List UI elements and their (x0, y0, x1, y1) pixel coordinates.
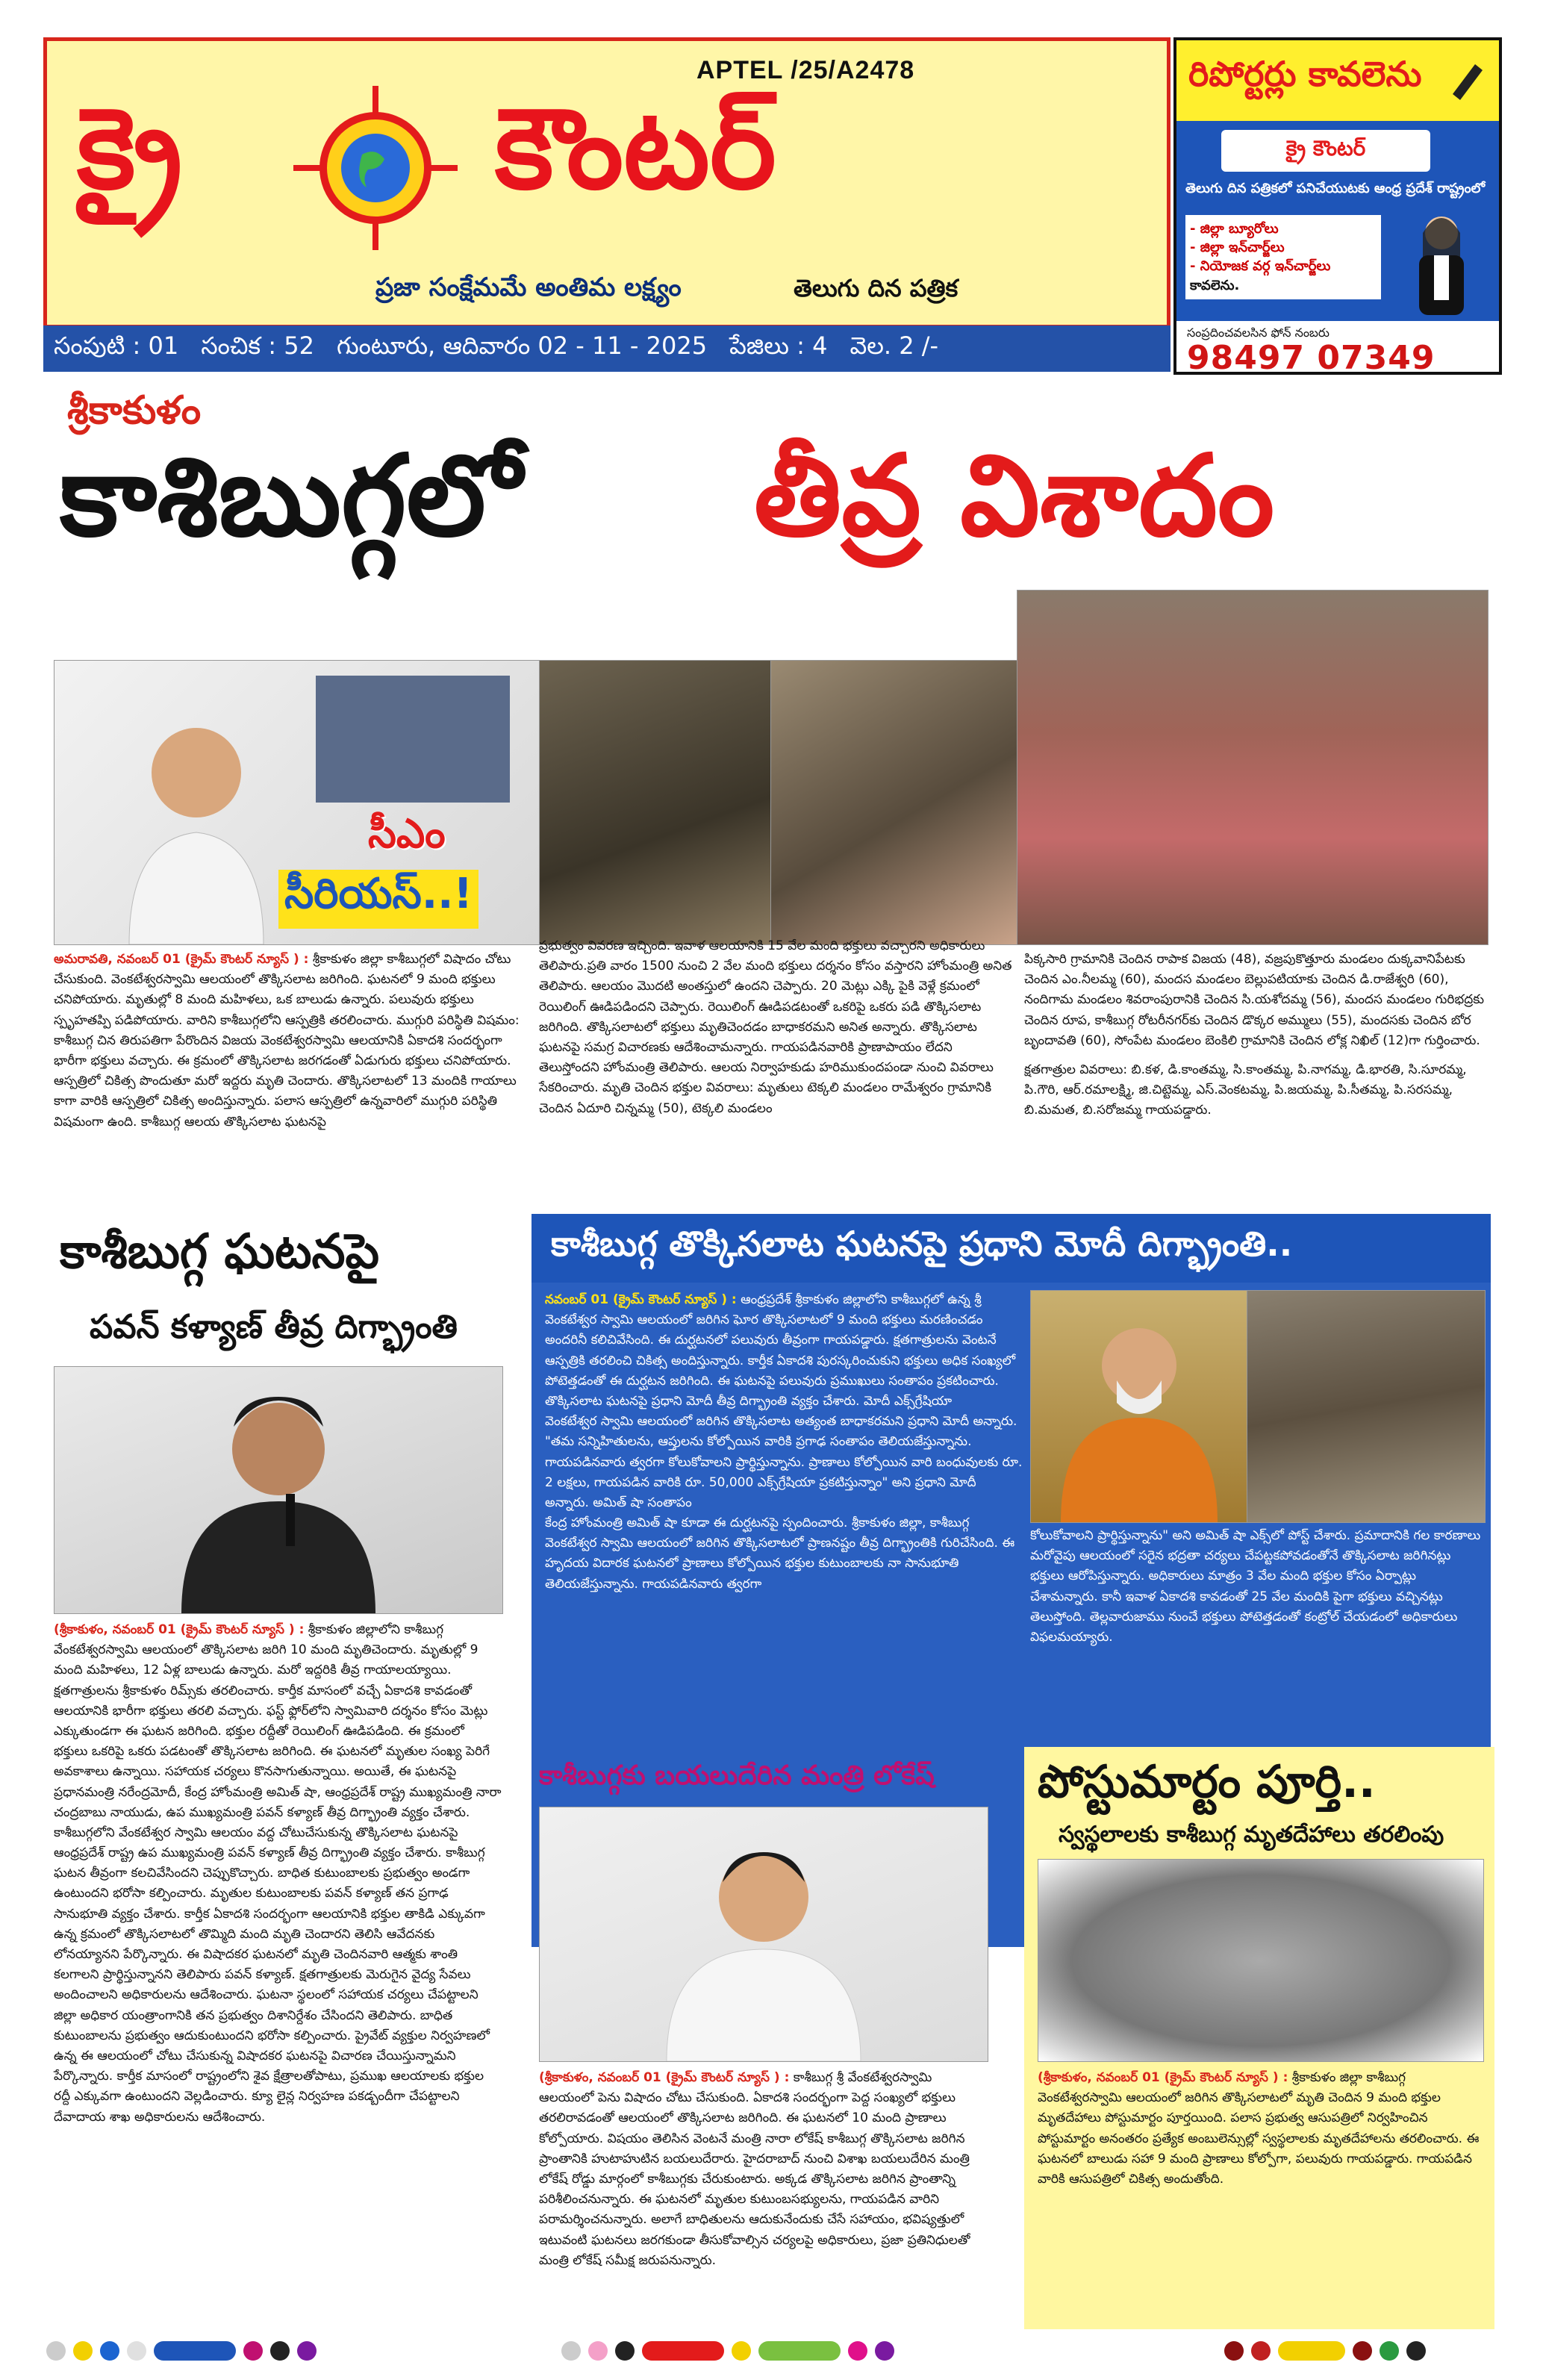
lead-place: శ్రీకాకుళం (67, 388, 202, 433)
lead-dateline: అమరావతి, నవంబర్ 01 (క్రైమ్ కౌంటర్ న్యూస్ ) : (54, 952, 309, 967)
injured-list: క్షతగాత్రుల వివరాలు: బి.కళ, డి.కాంతమ్మ, సి.కాంతమ్మ, పి.నాగమ్మ, డి.భారతి, సి.సూరమ్మ, పి.గౌరి, ఆర్.రమాలక్ష్మి, జి.చిట్టెమ్మ, ఎస్.వెంకటమ్మ, పి.జయమ్మ, పి.సీతమ్మ, పి.సరసమ్మ, బి.మమత, బి.సరోజమ్మ గాయపడ్డారు. (1024, 1062, 1467, 1118)
slogan: ప్రజా సంక్షేమమే అంతిమ లక్ష్యం (375, 272, 682, 302)
postmortem-title: పోస్టుమార్టం పూర్తి.. (1038, 1756, 1376, 1808)
modi-text-2: వెంకటేశ్వర స్వామి ఆలయంలో జరిగిన తొక్కిసలాట అత్యంత బాధాకరమని ప్రధాని మోదీ అన్నారు. "తమ సన్నిహితులను, ఆప్తులను కోల్పోయిన వారికి ప్రగాఢ సంతాపం తెలియజేస్తున్నాను. గాయపడినవారు త్వరగా కోలుకోవాలని ప్రార్థిస్తున్నాను. ప్రాణాలు కోల్పోయిన వారి బంధువులకు రూ. 2 లక్షలు, గాయపడిన వారికి రూ. 50,000 ఎక్స్‌గ్రేషియా ప్రకటిస్తున్నాం" అని ప్రధాని మోదీ అన్నారు. అమిత్ షా సంతాపం (545, 1414, 1023, 1510)
color-bar (154, 2341, 236, 2361)
color-registration-marks-right (1224, 2341, 1426, 2361)
color-dot (127, 2341, 146, 2361)
color-dot (732, 2341, 751, 2361)
color-dot (46, 2341, 66, 2361)
color-bar (758, 2341, 841, 2361)
color-dot (1251, 2341, 1271, 2361)
logo-text-part1: క్రై (77, 84, 183, 214)
lokesh-dateline: (శ్రీకాకుళం, నవంబర్ 01 (క్రైమ్ కౌంటర్ న్యూస్ ) : (539, 2070, 790, 2085)
pawan-figure-image (144, 1382, 413, 1613)
cm-photo (54, 660, 540, 945)
color-dot (73, 2341, 93, 2361)
pawan-title-1: కాశీబుగ్గ ఘటనపై (60, 1224, 379, 1280)
lead-text-3: పిక్కసారి గ్రామానికి చెందిన రాపాక విజయ (48), వజ్రపుకొత్తూరు మండలం దుక్కవానిపేటకు చెందిన ఎం.నీలమ్మ (60), మందస మండలం బెల్లుపటియాకు చెందిన డి.రాజేశ్వరి (60), నందిగామ మండలం శివరాంపురానికి చెందిన సి.యశోదమ్మ (56), మందస మండలం గురిభద్రకు చెందిన రూప, కాశీబుగ్గ రోటరీనగర్‌కు చెందిన డొక్కర అమ్ములు (55), మందసకు చెందిన బోర బృందావతి (60), సోంపేట మండలం బెంకిలి గ్రామానికి చెందిన లోక్ల నిఖిల్ (12)గా గుర్తించారు. (1024, 952, 1485, 1048)
modi-text-1: ఆంధ్రప్రదేశ్ శ్రీకాకుళం జిల్లాలోని కాశీబుగ్గలో ఉన్న శ్రీ వెంకటేశ్వర స్వామి ఆలయంలో జరిగిన ఘోర తొక్కిసలాటలో 9 మంది భక్తులు మరణించడం అందరినీ కలిచివేసింది. ఈ దుర్ఘటనలో పలువురు తీవ్రంగా గాయపడ్డారు. క్షతగాత్రులను వెంటనే ఆస్పత్రికి తరలించి చికిత్స అందిస్తున్నారు. కార్తీక ఏకాదశి పురస్కరించుకుని భక్తులు అధిక సంఖ్యలో పోటెత్తడంతో ఈ దుర్ఘటన జరిగింది. ఈ ఘటనపై పలువురు ప్రముఖులు సంతాపం ప్రకటించారు. తొక్కిసలాట ఘటనపై ప్రధాని మోదీ తీవ్ర దిగ్భ్రాంతి వ్యక్తం చేశారు. మోదీ ఎక్స్‌గ్రేషియా (545, 1292, 1016, 1409)
lokesh-photo (539, 1807, 988, 2062)
photo-badge-cm: సీఎం (368, 810, 446, 857)
place-date: గుంటూరు, ఆదివారం 02 - 11 - 2025 (336, 331, 708, 360)
ad-logo: క్రై కౌంటర్ (1221, 130, 1430, 172)
crowd-photo (1017, 590, 1489, 945)
color-dot (588, 2341, 608, 2361)
lokesh-body (539, 2068, 987, 2271)
ad-contact-label: సంప్రదించవలసిన ఫోన్ నంబరు (1187, 325, 1330, 340)
victims-photo-2 (770, 660, 1018, 945)
color-dot (100, 2341, 119, 2361)
modi-column-1 (545, 1290, 1023, 1595)
pawan-text: శ్రీకాకుళం జిల్లాలోని కాశీబుగ్గ వేంకటేశ్వరస్వామి ఆలయంలో తొక్కిసలాట జరిగి 10 మంది మృతిచెందారు. మృతుల్లో 9 మంది మహిళలు, 12 ఏళ్ల బాలుడు ఉన్నారు. మరో ఇద్దరికి తీవ్ర గాయాలయ్యాయి. క్షతగాత్రులను శ్రీకాకుళం రిమ్స్‌కు తరలించారు. కార్తీక మాసంలో వచ్చే ఏకాదశి కావడంతో ఆలయానికి భారీగా భక్తులు తరలి వచ్చారు. ఫస్ట్ ఫ్లోర్‌లోని స్వామివారి దర్శనం కోసం మెట్లు ఎక్కుతుండగా ఈ ఘటన జరిగింది. భక్తుల రద్దీతో రెయిలింగ్ ఊడిపడింది. ఈ క్రమంలో భక్తులు ఒకరిపై ఒకరు పడటంతో తొక్కిసలాట జరిగింది. ఈ ఘటనలో మృతుల సంఖ్య పెరిగే అవకాశాలు ఉన్నాయి. సహాయక చర్యలు కొనసాగుతున్నాయి. అయితే, ఈ ఘటనపై ప్రధానమంత్రి నరేంద్రమోదీ, కేంద్ర హోంమంత్రి అమిత్ షా, ఆంధ్రప్రదేశ్ రాష్ట్ర ముఖ్యమంత్రి నారా చంద్రబాబు నాయుడు, ఉప ముఖ్యమంత్రి పవన్ కళ్యాణ్ తీవ్ర దిగ్భ్రాంతి వ్యక్తం చేశారు. కాశీబుగ్గలోని వేంకటేశ్వర స్వామి ఆలయం వద్ద చోటుచేసుకున్న తొక్కిసలాట ఘటనపై ఆంధ్రప్రదేశ్ రాష్ట్ర ఉప ముఖ్యమంత్రి పవన్ కళ్యాణ్ తీవ్ర దిగ్భ్రాంతి వ్యక్తం చేశారు. కాశీబుగ్గ ఘటన తీవ్రంగా కలచివేసిందని చెప్పుకొచ్చారు. బాధిత కుటుంబాలకు ప్రభుత్వం అండగా ఉంటుందని భరోసా కల్పించారు. మృతుల కుటుంబాలకు పవన్ కళ్యాణ్ తన ప్రగాఢ సానుభూతి వ్యక్తం చేశారు. కార్తీక ఏకాదశి సందర్భంగా ఆలయానికి భక్తుల తాకిడి ఎక్కువగా ఉన్న క్రమంలో తొక్కిసలాటలో తొమ్మిది మంది మృతి చెందారని తెలిసి ఆవేదనకు లోనయ్యానని పేర్కొన్నారు. ఈ విషాదకర ఘటనలో మృతి చెందినవారి ఆత్మకు శాంతి కలగాలని ప్రార్థిస్తున్నానని తెలిపారు పవన్ కళ్యాణ్. క్షతగాత్రులకు మెరుగైన వైద్య సేవలు అందించాలని అధికారులను ఆదేశించారు. ఘటనా స్థలంలో సహాయక చర్యలు చేపట్టాలని జిల్లా అధికార యంత్రాంగానికి తన ప్రభుత్వం దిశానిర్దేశం చేసిందని తెలిపారు. బాధిత కుటుంబాలను ప్రభుత్వం ఆదుకుంటుందని భరోసా కల్పించారు. ప్రైవేట్ వ్యక్తుల నిర్వహణలో ఉన్న ఈ ఆలయంలో చోటు చేసుకున్న విషాదకర ఘటనపై విచారణ చేయిస్తున్నామని పేర్కొన్నారు. కార్తీక మాసంలో రాష్ట్రంలోని శైవ క్షేత్రాలతోపాటు, ప్రముఖ ఆలయాలకు భక్తుల రద్దీ ఎక్కువగా ఉంటుందని వెల్లడించారు. క్యూ లైన్ల నిర్వహణ పకడ్బందీగా చేపట్టాలని దేవాదాయ శాఖ అధికారులను ఆదేశించారు. (54, 1622, 502, 2125)
registration-number: APTEL /25/A2478 (696, 56, 915, 84)
pages: పేజిలు : 4 (729, 331, 828, 360)
modi-dateline: నవంబర్ 01 (క్రైమ్ కౌంటర్ న్యూస్ ) : (545, 1292, 737, 1307)
reporter-person-illustration (1400, 211, 1483, 315)
ad-header (1176, 40, 1499, 121)
color-dot (1380, 2341, 1399, 2361)
lead-text-1: శ్రీకాకుళం జిల్లా కాశీబుగ్గలో విషాదం చోటు చేసుకుంది. వెంకటేశ్వరస్వామి ఆలయంలో తొక్కిసలాట జరిగింది. ఘటనలో 9 మంది భక్తులు చనిపోయారు. మృతుల్లో 8 మంది మహిళలు, ఒక బాలుడు ఉన్నారు. పలువురు భక్తులు స్పృహతప్పి పడిపోయారు. వారిని కాశీబుగ్గలోని ఆస్పత్రికి తరలించారు. ముగ్గురి పరిస్థితి విషమం: కాశీబుగ్గ చిన తిరుపతిగా పేరొందిన విజయ వెంకటేశ్వరస్వామి ఆలయానికి ఏకాదశి సందర్భంగా భారీగా భక్తులు వచ్చారు. ఈ క్రమంలో తొక్కిసలాట జరగడంతో ఏడుగురు భక్తులు చనిపోయారు. ఆస్పత్రిలో చికిత్స పొందుతూ మరో ఇద్దరు మృతి చెందారు. తొక్కిసలాటలో 13 మందికి గాయాలు కాగా వారికి ఆస్పత్రిలో చికిత్స అందిస్తున్నారు. పలాస ఆస్పత్రిలో ఉన్నవారిలో ముగ్గురి పరిస్థితి విషమంగా ఉంది. కాశీబుగ్గ ఆలయ తొక్కిసలాట ఘటనపై (54, 952, 520, 1130)
lokesh-text: కాశీబుగ్గ శ్రీ వేంకటేశ్వరస్వామి ఆలయంలో పెను విషాదం చోటు చేసుకుంది. ఏకాదశి సందర్భంగా పెద్ద సంఖ్యలో భక్తులు తరలిరావడంతో ఆలయంలో తొక్కిసలాట జరిగింది. ఈ ఘటనలో 10 మంది ప్రాణాలు కోల్పోయారు. విషయం తెలిసిన వెంటనే మంత్రి నారా లోకేష్ కాశీబుగ్గ తొక్కిసలాట జరిగిన ప్రాంతానికి హుటాహుటిన బయలుదేరారు. హైదరాబాద్ నుంచి విశాఖ బయలుదేరిన మంత్రి లోకేష్ రోడ్డు మార్గంలో కాశీబుగ్గకు చేరుకుంటారు. అక్కడ తొక్కిసలాట జరిగిన ప్రాంతాన్ని పరిశీలించనున్నారు. ఈ ఘటనలో మృతుల కుటుంబసభ్యులను, గాయపడిన వారిని పరామర్శించనున్నారు. అలాగే బాధితులను ఆదుకునేందుకు చేసే సహాయం, భవిష్యత్తులో ఇటువంటి ఘటనలు జరగకుండా తీసుకోవాల్సిన చర్యలపై అధికారులు, ప్రజా ప్రతినిధులతో మంత్రి లోకేష్ సమీక్ష జరుపనున్నారు. (539, 2070, 970, 2268)
globe-crosshair-logo-icon (293, 86, 458, 250)
ad-position-item: - జిల్లా ఇన్‌చార్జ్‌లు (1190, 240, 1285, 256)
pawan-photo (54, 1366, 503, 1614)
color-dot (1406, 2341, 1426, 2361)
lokesh-figure-image (637, 1830, 891, 2061)
color-dot (848, 2341, 867, 2361)
daily-label: తెలుగు దిన పత్రిక (794, 274, 958, 302)
volume: సంపుటి : 01 (54, 331, 179, 360)
ad-position-item: కావలెను. (1190, 277, 1240, 293)
pen-icon (1445, 57, 1490, 102)
photo-badge-serious: సీరియస్..! (278, 870, 479, 929)
modi-text-4: కోలుకోవాలని ప్రార్థిస్తున్నాను" అని అమిత్ షా ఎక్స్‌లో పోస్ట్ చేశారు. ప్రమాదానికి గల కారణాలు మరోవైపు ఆలయంలో సరైన భద్రతా చర్యలు చేపట్టకపోవడంతోనే తొక్కిసలాట జరిగినట్లు భక్తులు ఆరోపిస్తున్నారు. అధికారులు మాత్రం 3 వేల మంది భక్తుల కోసం ఏర్పాట్లు చేశామన్నారు. కానీ ఇవాళ ఏకాదశి కావడంతో 25 వేల మందికి పైగా భక్తులు వచ్చినట్లు తెలుస్తోంది. తెల్లవారుజాము నుంచే భక్తులు పోటెత్తడంతో కంట్రోల్ చేయడంలో అధికారులు విఫలమయ్యారు. (1030, 1528, 1481, 1645)
modi-photo (1030, 1290, 1248, 1523)
color-dot (243, 2341, 263, 2361)
ad-headline: రిపోర్టర్లు కావలెను (1188, 54, 1422, 94)
issue-info-bar (43, 325, 1171, 372)
modi-column-2 (1030, 1526, 1486, 1648)
ad-position-item: - జిల్లా బ్యూరోలు (1190, 221, 1279, 237)
color-bar (642, 2341, 724, 2361)
pawan-title-2: పవన్ కళ్యాణ్ తీవ్ర దిగ్భ్రాంతి (90, 1308, 458, 1346)
postmortem-photo (1038, 1859, 1484, 2062)
crowd-inset-image (316, 676, 510, 803)
color-registration-marks-left (46, 2341, 317, 2361)
color-dot (270, 2341, 290, 2361)
stampede-crowd-photo (1247, 1290, 1486, 1523)
postmortem-subtitle: స్వస్థలాలకు కాశీబుగ్గ మృతదేహాలు తరలింపు (1059, 1822, 1444, 1848)
ad-position-list (1185, 215, 1381, 299)
masthead-background (47, 41, 1167, 325)
victims-photo-1 (539, 660, 772, 945)
ad-description: తెలుగు దిన పత్రికలో పనిచేయుటకు ఆంధ్ర ప్రదేశ్ రాష్ట్రంలో (1185, 181, 1486, 196)
ad-phone-number: 98497 07349 (1187, 339, 1436, 375)
lead-column-2 (539, 936, 1017, 1119)
color-dot (1353, 2341, 1372, 2361)
color-dot (1224, 2341, 1244, 2361)
lokesh-title: కాశీబుగ్గకు బయలుదేరిన మంత్రి లోకేష్ (539, 1760, 935, 1791)
issue: సంచిక : 52 (201, 331, 314, 360)
ad-position-item: - నియోజక వర్గ ఇన్‌చార్జ్‌లు (1190, 258, 1331, 275)
masthead (43, 37, 1171, 325)
reporters-wanted-ad (1173, 37, 1502, 375)
color-dot (875, 2341, 894, 2361)
lead-column-1 (54, 950, 532, 1133)
modi-text-3: కేంద్ర హోంమంత్రి అమిత్ షా కూడా ఈ దుర్ఘటనపై స్పందించారు. శ్రీకాకుళం జిల్లా, కాశీబుగ్గ వెంకటేశ్వర స్వామి ఆలయంలో జరిగిన తొక్కిసలాటలో ప్రాణనష్టం తీవ్ర దిగ్భ్రాంతికి గురిచేసింది. ఈ హృదయ విదారక ఘటనలో ప్రాణాలు కోల్పోయిన భక్తుల కుటుంబాలకు నా సానుభూతి తెలియజేస్తున్నాను. గాయపడినవారు త్వరగా (545, 1515, 1015, 1592)
color-registration-marks-center (561, 2341, 894, 2361)
postmortem-text: శ్రీకాకుళం జిల్లా కాశీబుగ్గ వెంకటేశ్వరస్వామి ఆలయంలో జరిగిన తొక్కిసలాటలో మృతి చెందిన 9 మంది భక్తుల మృతదేహాలు పోస్టుమార్టం పూర్తయింది. పలాస ప్రభుత్వ ఆసుపత్రిలో నిర్వహించిన పోస్టుమార్టం అనంతరం ప్రత్యేక అంబులెన్సుల్లో స్వస్థలాలకు మృతదేహాలను తరలించారు. ఈ ఘటనలో బాలుడు సహా 9 మంది ప్రాణాలు కోల్పోగా, పలువురు గాయపడ్డారు. గాయపడిన వారికి ఆసుపత్రిలో చికిత్స అందుతోంది. (1038, 2070, 1480, 2187)
pawan-body (54, 1620, 502, 2128)
cm-figure-image (84, 705, 308, 944)
lead-text-2: ప్రభుత్వం వివరణ ఇచ్చింది. ఇవాళ ఆలయానికి 15 వేల మంది భక్తులు వచ్చారని అధికారులు తెలిపారు.ప్రతి వారం 1500 నుంచి 2 వేల మంది భక్తులు దర్శనం కోసం వస్తారని హోంమంత్రి అనిత తెలిపారు. ఆలయం మొదటి అంతస్తులో ఉందని చెప్పారు. 20 మెట్లు ఎక్కి పైకి వెళ్లే క్రమంలో రెయిలింగ్ ఊడిపడిందని చెప్పారు. రెయిలింగ్ ఊడిపడటంతో ఒకరిపై ఒకరు పడి తొక్కిసలాట జరిగింది. తొక్కిసలాటలో భక్తులు మృతిచెందడం బాధాకరమని అనిత అన్నారు. తొక్కిసలాట ఘటనపై సమగ్ర విచారణకు ఆదేశించామన్నారు. గాయపడినవారికి ప్రాణాపాయం లేదని తెలుస్తోందని హోంమంత్రి తెలిపారు. ఆలయ నిర్వాహకుడు హరిముకుందపండా నుంచి వివరాలు సేకరించారు. మృతి చెందిన భక్తుల వివరాలు: మృతులు టెక్కలి మండలం రామేశ్వరం గ్రామానికి చెందిన ఏదూరి చిన్నమ్మ (50), టెక్కలి మండలం (539, 938, 1012, 1116)
modi-figure-image (1046, 1306, 1232, 1522)
lead-headline-red: తీవ్ర విశాదం (754, 432, 1275, 561)
pawan-dateline: (శ్రీకాకుళం, నవంబర్ 01 (క్రైమ్ కౌంటర్ న్యూస్ ) : (54, 1622, 305, 1637)
color-dot (615, 2341, 635, 2361)
logo-text-part2: కౌంటర్ (495, 84, 776, 214)
lead-column-3 (1024, 950, 1487, 1121)
price: వెల. 2 /- (850, 331, 939, 360)
lead-headline-black: కాశిబుగ్గలో (60, 432, 522, 561)
postmortem-dateline: (శ్రీకాకుళం, నవంబర్ 01 (క్రైమ్ కౌంటర్ న్యూస్ ) : (1038, 2070, 1288, 2085)
postmortem-body (1038, 2068, 1483, 2190)
color-dot (297, 2341, 317, 2361)
color-dot (561, 2341, 581, 2361)
modi-title: కాశీబుగ్గ తొక్కిసలాట ఘటనపై ప్రధాని మోదీ దిగ్భ్రాంతి.. (532, 1214, 1491, 1283)
color-bar (1278, 2341, 1345, 2361)
